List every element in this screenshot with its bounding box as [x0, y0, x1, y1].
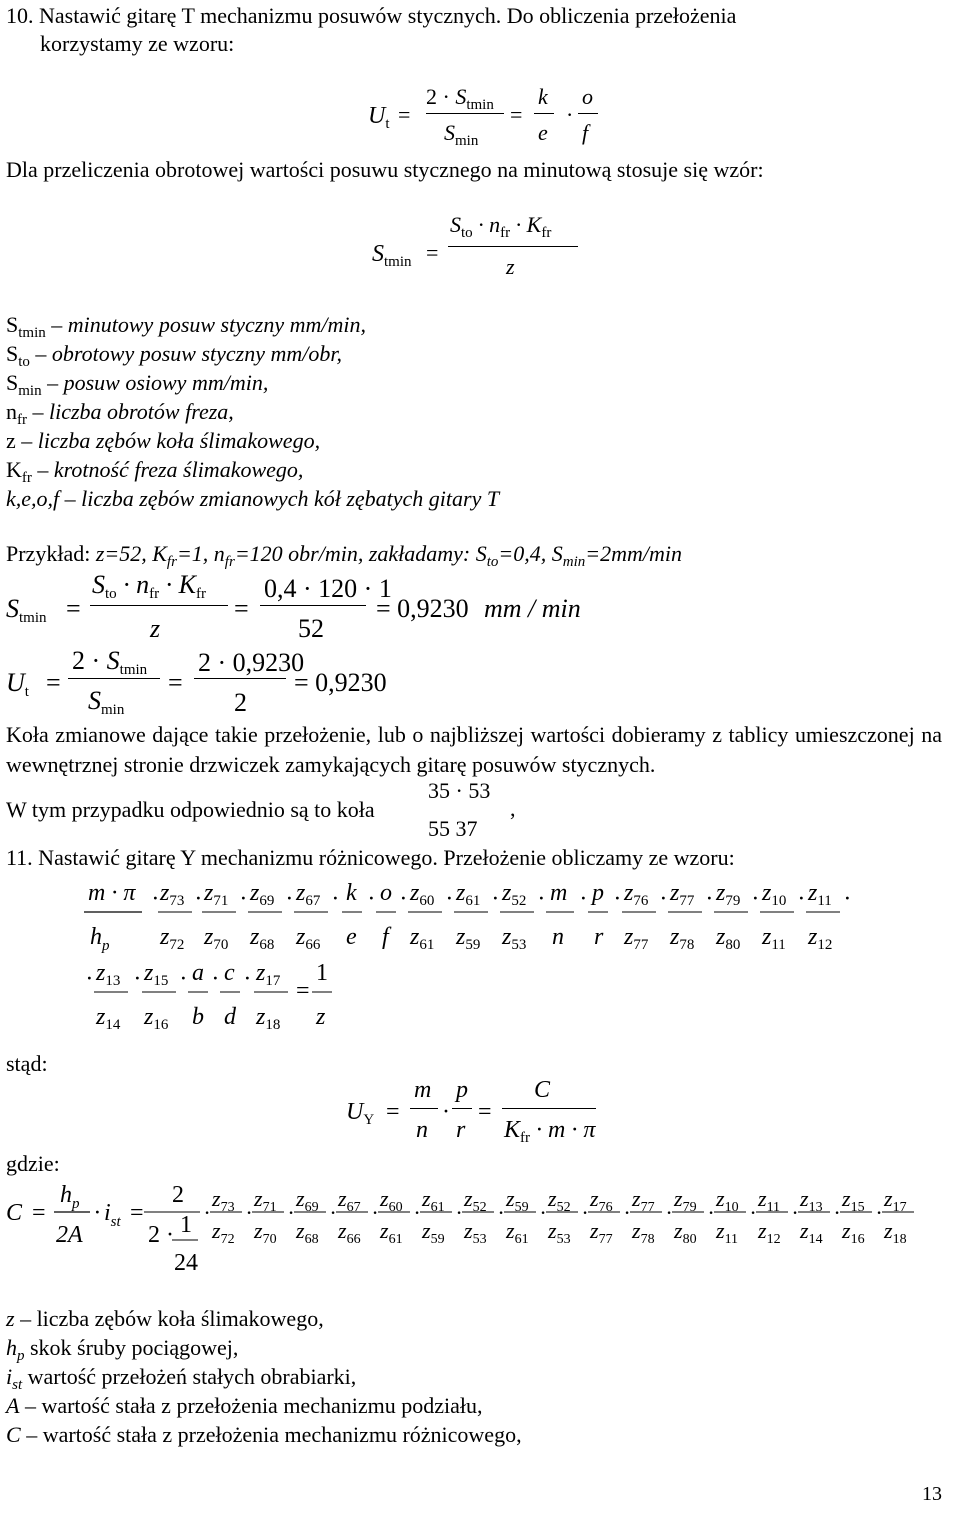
formula-y-product [80, 872, 860, 1032]
section-11-heading: 11. Nastawić gitarę Y mechanizmu różnicowego. Przełożenie obliczamy ze wzoru: [6, 845, 735, 870]
svg-text:z71: $z_{71}$ [204, 880, 229, 909]
svg-text:·: · [368, 886, 374, 912]
svg-text:hp: $h_p$ [90, 924, 110, 954]
svg-text:z18: $z_{18}$ [256, 1004, 281, 1032]
svg-text:z66: $z_{66}$ [338, 1218, 361, 1247]
legend-item: $n_{fr}$ – liczba obrotów freza, [6, 399, 234, 428]
legend-item: $S_{min}$ – posuw osiowy mm/min, [6, 370, 269, 399]
svg-text:z17: $z_{17}$ [884, 1186, 907, 1215]
section-10-intro: korzystamy ze wzoru: [40, 31, 235, 56]
svg-text:2 ·: 2 · [148, 1222, 174, 1248]
svg-text:·: · [582, 1200, 588, 1225]
svg-text:z11: $z_{11}$ [762, 924, 786, 953]
stad-label: stąd: [6, 1051, 48, 1076]
section-10-heading: 10. Nastawić gitarę T mechanizmu posuwów stycznych. Do obliczenia przełożenia [6, 3, 737, 28]
svg-text:·: · [446, 886, 452, 912]
svg-text:z66: $z_{66}$ [296, 924, 321, 953]
svg-text:r: r [594, 924, 604, 950]
svg-text:z53: $z_{53}$ [502, 924, 527, 953]
svg-text:z61: $z_{61}$ [506, 1218, 529, 1247]
svg-text:c: c [224, 960, 235, 986]
svg-text:z10: $z_{10}$ [762, 880, 787, 909]
svg-text:z15: $z_{15}$ [144, 960, 169, 989]
svg-text:a: a [192, 960, 204, 986]
svg-text:z80: $z_{80}$ [716, 924, 741, 953]
svg-text:·: · [372, 1200, 378, 1225]
svg-text:·: · [792, 1200, 798, 1225]
svg-text:z52: $z_{52}$ [502, 880, 527, 909]
svg-text:·: · [750, 1200, 756, 1225]
svg-text:·: · [492, 886, 498, 912]
svg-text:·: · [456, 1200, 462, 1225]
svg-text:·: · [706, 886, 712, 912]
svg-text:·: · [614, 886, 620, 912]
svg-text:n: n [552, 924, 564, 950]
svg-text:f: f [382, 924, 389, 950]
definition-item: $h_p$ skok śruby pociągowej, [6, 1335, 239, 1364]
svg-text:·: · [152, 886, 158, 912]
svg-text:z68: $z_{68}$ [250, 924, 275, 953]
svg-text:·: · [498, 1200, 504, 1225]
svg-text:z61: $z_{61}$ [422, 1186, 445, 1215]
svg-text:·: · [86, 966, 92, 992]
page-number: 13 [922, 1483, 942, 1505]
svg-text:b: b [192, 1004, 204, 1030]
svg-text:z13: $z_{13}$ [96, 960, 121, 989]
svg-text:z59: $z_{59}$ [422, 1218, 445, 1247]
svg-text:·: · [212, 966, 218, 992]
svg-text:z68: $z_{68}$ [296, 1218, 319, 1247]
svg-text:z79: $z_{79}$ [674, 1186, 697, 1215]
svg-text:2A: 2A [56, 1222, 83, 1248]
svg-text:·: · [708, 1200, 714, 1225]
svg-text:z16: $z_{16}$ [842, 1218, 865, 1247]
definition-item: C – wartość stała z przełożenia mechanizmu różnicowego, [6, 1422, 522, 1447]
svg-text:z77: $z_{77}$ [632, 1186, 655, 1215]
svg-text:m: m [550, 880, 568, 906]
svg-text:o: o [380, 880, 392, 906]
definition-item: z – liczba zębów koła ślimakowego, [6, 1306, 324, 1331]
legend-item: $S_{tmin}$ – minutowy posuw styczny mm/min, [6, 312, 366, 341]
svg-text:z11: $z_{11}$ [716, 1218, 739, 1247]
svg-text:z77: $z_{77}$ [590, 1218, 613, 1247]
svg-text:2: 2 [172, 1182, 184, 1208]
legend-item: k,e,o,f – liczba zębów zmianowych kół zębatych gitary T [6, 486, 500, 511]
svg-text:z53: $z_{53}$ [464, 1218, 487, 1247]
svg-text:·: · [286, 886, 292, 912]
svg-text:·: · [624, 1200, 630, 1225]
formula-uy: $U_Y$ = m n · p r = C $K_{fr} \cdot m \cdot \pi$ [346, 1077, 596, 1146]
svg-text:e: e [346, 924, 357, 950]
svg-text:z77: $z_{77}$ [624, 924, 649, 953]
svg-text:z10: $z_{10}$ [716, 1186, 739, 1215]
svg-text:·: · [332, 886, 338, 912]
svg-text:·: · [538, 886, 544, 912]
svg-text:z69: $z_{69}$ [296, 1186, 319, 1215]
legend-item: $K_{fr}$ – krotność freza ślimakowego, [6, 457, 304, 486]
svg-text:·: · [580, 886, 586, 912]
svg-text:·: · [660, 886, 666, 912]
svg-text:1: 1 [180, 1212, 192, 1238]
svg-text:z80: $z_{80}$ [674, 1218, 697, 1247]
formula-ut: $U_t$ = $2 \cdot S_{tmin}$ $S_{min}$ = k e · o f [360, 82, 620, 152]
svg-text:z14: $z_{14}$ [800, 1218, 823, 1247]
svg-text:·: · [666, 1200, 672, 1225]
svg-text:z53: $z_{53}$ [548, 1218, 571, 1247]
svg-text:z52: $z_{52}$ [548, 1186, 571, 1215]
svg-text:z70: $z_{70}$ [204, 924, 229, 953]
calc-stmin: $S_{tmin}$ = $S_{to} \cdot n_{fr} \cdot K_{fr}$ z = 0,4 · 120 · 1 52 = 0,9230 mm / min [6, 570, 581, 643]
svg-text:=: = [130, 1200, 144, 1226]
svg-text:z76: $z_{76}$ [624, 880, 649, 909]
svg-text:z11: $z_{11}$ [808, 880, 832, 909]
svg-text:·: · [876, 1200, 882, 1225]
calc-ut: $U_t$ = $2 \cdot S_{tmin}$ $S_{min}$ = 2 · 0,9230 2 = 0,9230 [6, 646, 387, 718]
svg-text:·: · [798, 886, 804, 912]
svg-text:z15: $z_{15}$ [842, 1186, 865, 1215]
svg-text:z73: $z_{73}$ [160, 880, 185, 909]
svg-text:24: 24 [174, 1250, 198, 1276]
svg-text:·: · [414, 1200, 420, 1225]
svg-text:z59: $z_{59}$ [506, 1186, 529, 1215]
svg-text:1: 1 [316, 960, 328, 986]
svg-text:m · π: m · π [88, 880, 136, 906]
svg-text:·: · [244, 966, 250, 992]
svg-text:z78: $z_{78}$ [670, 924, 695, 953]
svg-text:z79: $z_{79}$ [716, 880, 741, 909]
svg-text:z60: $z_{60}$ [410, 880, 435, 909]
legend-item: z – liczba zębów koła ślimakowego, [6, 428, 321, 453]
svg-text:·: · [400, 886, 406, 912]
svg-text:·: · [195, 886, 201, 912]
conversion-text: Dla przeliczenia obrotowej wartości posuwu stycznego na minutową stosuje się wzór: [6, 157, 764, 182]
svg-text:z73: $z_{73}$ [212, 1186, 235, 1215]
svg-text:z76: $z_{76}$ [590, 1186, 613, 1215]
wheels-fraction: 35 · 53 55 37 , [428, 778, 516, 841]
svg-text:·: · [540, 1200, 546, 1225]
svg-text:z52: $z_{52}$ [464, 1186, 487, 1215]
svg-text:p: p [592, 880, 604, 906]
svg-text:z70: $z_{70}$ [254, 1218, 277, 1247]
svg-text:z12: $z_{12}$ [808, 924, 833, 953]
svg-text:z18: $z_{18}$ [884, 1218, 907, 1247]
svg-text:z67: $z_{67}$ [296, 880, 321, 909]
formula-c [4, 1176, 956, 1286]
definition-item: A – wartość stała z przełożenia mechanizmu podziału, [6, 1393, 483, 1418]
example-line: Przykład: z=52, $K_{fr}=1$, $n_{fr}=120$ obr/min, zakładamy: $S_{to}=0,4$, $S_{min}=2mm/\min$ [6, 541, 683, 570]
svg-text:z77: $z_{77}$ [670, 880, 695, 909]
svg-text:d: d [224, 1004, 236, 1030]
svg-text:·: · [752, 886, 758, 912]
definition-item: $i_{st}$ wartość przełożeń stałych obrabiarki, [6, 1364, 357, 1393]
svg-text:z78: $z_{78}$ [632, 1218, 655, 1247]
svg-text:z60: $z_{60}$ [380, 1186, 403, 1215]
svg-text:z12: $z_{12}$ [758, 1218, 781, 1247]
svg-text:z61: $z_{61}$ [456, 880, 481, 909]
svg-text:z13: $z_{13}$ [800, 1186, 823, 1215]
svg-text:z61: $z_{61}$ [410, 924, 435, 953]
svg-text:z59: $z_{59}$ [456, 924, 481, 953]
svg-text:z72: $z_{72}$ [160, 924, 185, 953]
svg-text:C: C [6, 1200, 23, 1226]
svg-text:·: · [240, 886, 246, 912]
svg-text:z69: $z_{69}$ [250, 880, 275, 909]
svg-text:z16: $z_{16}$ [144, 1004, 169, 1032]
svg-text:z71: $z_{71}$ [254, 1186, 277, 1215]
svg-text:·: · [834, 1200, 840, 1225]
svg-text:·: · [844, 886, 850, 912]
svg-text:·: · [94, 1200, 100, 1226]
svg-text:z14: $z_{14}$ [96, 1004, 121, 1032]
svg-text:·: · [134, 966, 140, 992]
svg-text:z17: $z_{17}$ [256, 960, 281, 989]
svg-text:=: = [32, 1200, 46, 1226]
svg-text:·: · [204, 1200, 210, 1225]
svg-text:=: = [296, 978, 310, 1004]
formula-stmin: $S_{tmin}$ = $S_{to} \cdot n_{fr} \cdot K_{fr}$ z [370, 208, 590, 288]
svg-text:z67: $z_{67}$ [338, 1186, 361, 1215]
svg-text:z: z [316, 1004, 326, 1030]
wheels-line: W tym przypadku odpowiednio są to koła [6, 797, 375, 822]
svg-text:·: · [330, 1200, 336, 1225]
paragraph-wheels: Koła zmianowe dające takie przełożenie, lub o najbliższej wartości dobieramy z tablicy umieszczonej na wewnętrznej stronie drzwiczek zamykających gitarę posuwów stycznych. [6, 722, 942, 778]
svg-text:·: · [180, 966, 186, 992]
legend-item: $S_{to}$ – obrotowy posuw styczny mm/obr, [6, 341, 342, 370]
svg-text:ist: $i_{st}$ [104, 1200, 121, 1230]
svg-text:k: k [346, 880, 357, 906]
svg-text:z11: $z_{11}$ [758, 1186, 781, 1215]
svg-text:hp: $h_p$ [60, 1182, 80, 1212]
gdzie-label: gdzie: [6, 1151, 60, 1176]
svg-text:z61: $z_{61}$ [380, 1218, 403, 1247]
svg-text:·: · [288, 1200, 294, 1225]
svg-text:·: · [246, 1200, 252, 1225]
svg-text:z72: $z_{72}$ [212, 1218, 235, 1247]
